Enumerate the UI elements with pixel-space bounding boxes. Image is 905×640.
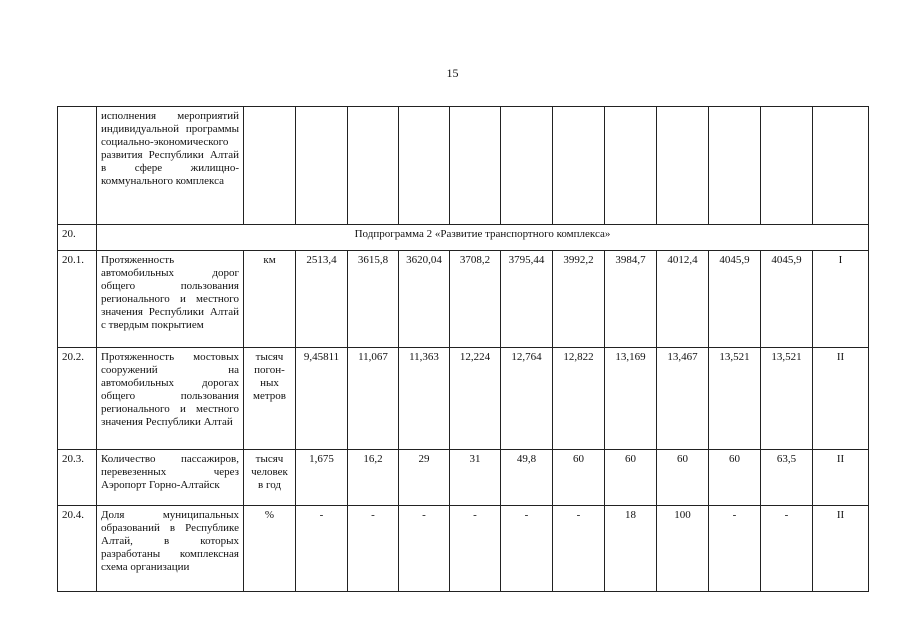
class-cell (813, 107, 869, 225)
value-cell (450, 107, 501, 225)
value-cell: 3615,8 (348, 251, 399, 348)
value-cell: 60 (553, 450, 605, 506)
value-cell: 1,675 (296, 450, 348, 506)
value-cell: 49,8 (501, 450, 553, 506)
value-cell (553, 107, 605, 225)
value-cell: 31 (450, 450, 501, 506)
row-number: 20.4. (58, 506, 97, 592)
value-cell: - (399, 506, 450, 592)
indicators-table (57, 106, 869, 592)
row-number: 20.2. (58, 348, 97, 450)
unit-cell: км (244, 251, 296, 348)
value-cell: 63,5 (761, 450, 813, 506)
value-cell: 3992,2 (553, 251, 605, 348)
unit-cell: % (244, 506, 296, 592)
value-cell: - (296, 506, 348, 592)
indicator-description: Доля муниципальных образований в Республике Алтай, в которых разработаны комплексная схема организации (97, 506, 244, 592)
row-number: 20.1. (58, 251, 97, 348)
value-cell: 4045,9 (761, 251, 813, 348)
value-cell: 11,067 (348, 348, 399, 450)
value-cell (501, 107, 553, 225)
value-cell: 12,822 (553, 348, 605, 450)
value-cell: 18 (605, 506, 657, 592)
unit-cell: тысяч человек в год (244, 450, 296, 506)
indicator-description: Количество пассажиров, перевезенных через Аэропорт Горно-Алтайск (97, 450, 244, 506)
page-number: 15 (446, 66, 459, 80)
value-cell (348, 107, 399, 225)
indicator-description: Протяженность автомобильных дорог общего пользования регионального и местного значения Республики Алтай с твердым покрытием (97, 251, 244, 348)
value-cell: 16,2 (348, 450, 399, 506)
value-cell: 13,169 (605, 348, 657, 450)
table-row (58, 348, 869, 450)
value-cell: 60 (709, 450, 761, 506)
value-cell (657, 107, 709, 225)
value-cell: - (553, 506, 605, 592)
subprogram-title: Подпрограмма 2 «Развитие транспортного комплекса» (97, 225, 869, 251)
row-number (58, 107, 97, 225)
value-cell: 100 (657, 506, 709, 592)
unit-cell: тысяч погон- ных метров (244, 348, 296, 450)
table-row (58, 450, 869, 506)
indicator-description: Протяженность мостовых сооружений на автомобильных дорогах общего пользования регионального и местного значения Республики Алтай (97, 348, 244, 450)
value-cell: - (501, 506, 553, 592)
value-cell (761, 107, 813, 225)
subprogram-row (58, 225, 869, 251)
class-cell: II (813, 348, 869, 450)
value-cell: 4012,4 (657, 251, 709, 348)
value-cell: 13,521 (761, 348, 813, 450)
value-cell: 12,224 (450, 348, 501, 450)
value-cell (399, 107, 450, 225)
indicator-description: исполнения мероприятий индивидуальной программы социально-экономического развития Республики Алтай в сфере жилищно-коммунального комплекса (97, 107, 244, 225)
unit-cell (244, 107, 296, 225)
value-cell: 13,467 (657, 348, 709, 450)
row-number: 20.3. (58, 450, 97, 506)
value-cell: 2513,4 (296, 251, 348, 348)
value-cell: 3984,7 (605, 251, 657, 348)
value-cell: - (709, 506, 761, 592)
value-cell: - (761, 506, 813, 592)
value-cell: 3708,2 (450, 251, 501, 348)
value-cell: 12,764 (501, 348, 553, 450)
table-row (58, 251, 869, 348)
value-cell (709, 107, 761, 225)
value-cell: 60 (605, 450, 657, 506)
value-cell: 29 (399, 450, 450, 506)
value-cell: 9,45811 (296, 348, 348, 450)
value-cell: 3795,44 (501, 251, 553, 348)
class-cell: I (813, 251, 869, 348)
table-row (58, 107, 869, 225)
value-cell: 11,363 (399, 348, 450, 450)
class-cell: II (813, 506, 869, 592)
value-cell: 13,521 (709, 348, 761, 450)
value-cell: 60 (657, 450, 709, 506)
table-row (58, 506, 869, 592)
value-cell (605, 107, 657, 225)
class-cell: II (813, 450, 869, 506)
value-cell: 3620,04 (399, 251, 450, 348)
value-cell: - (450, 506, 501, 592)
value-cell: - (348, 506, 399, 592)
row-number: 20. (58, 225, 97, 251)
value-cell (296, 107, 348, 225)
value-cell: 4045,9 (709, 251, 761, 348)
